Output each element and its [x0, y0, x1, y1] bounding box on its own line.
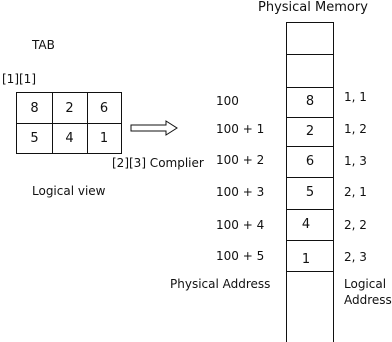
logical-index: 2, 1: [344, 185, 367, 199]
grid-cell: 1: [99, 131, 109, 146]
logical-view-label: Logical view: [32, 184, 106, 198]
grid-cell: 5: [30, 131, 39, 146]
memory-divider: [287, 240, 333, 241]
memory-value: 1: [301, 251, 311, 267]
grid-cell: 2: [65, 100, 74, 116]
physical-address: 100 + 5: [216, 249, 265, 263]
physical-address: 100: [216, 94, 239, 108]
grid-cell: 4: [65, 131, 74, 146]
physical-memory-title: Physical Memory: [258, 0, 368, 15]
physical-address: 100 + 1: [216, 122, 265, 136]
memory-value: 4: [301, 216, 311, 232]
memory-value: 5: [305, 185, 315, 200]
compiler-label: [2][3] Complier: [112, 156, 204, 170]
memory-value: 8: [305, 93, 315, 109]
mapping-arrow: [130, 120, 178, 136]
logical-index: 1, 1: [344, 90, 367, 104]
physical-address-label: Physical Address: [170, 277, 271, 291]
logical-index: 1, 2: [344, 122, 367, 136]
memory-value: 6: [305, 153, 315, 169]
index-label: [1][1]: [2, 72, 36, 86]
logical-index: 2, 2: [344, 218, 367, 232]
logical-address-label-line2: Address: [344, 293, 392, 307]
logical-grid: [16, 92, 122, 154]
logical-index: 2, 3: [344, 250, 367, 264]
physical-address: 100 + 4: [216, 218, 265, 232]
grid-cell: 6: [99, 100, 109, 116]
physical-address: 100 + 3: [216, 185, 265, 199]
grid-cell: 8: [30, 100, 39, 116]
tab-label: TAB: [32, 38, 55, 52]
logical-index: 1, 3: [344, 154, 367, 168]
memory-divider: [287, 54, 333, 55]
physical-address: 100 + 2: [216, 153, 265, 167]
memory-value: 2: [305, 124, 315, 139]
logical-address-label-line1: Logical: [344, 277, 387, 291]
